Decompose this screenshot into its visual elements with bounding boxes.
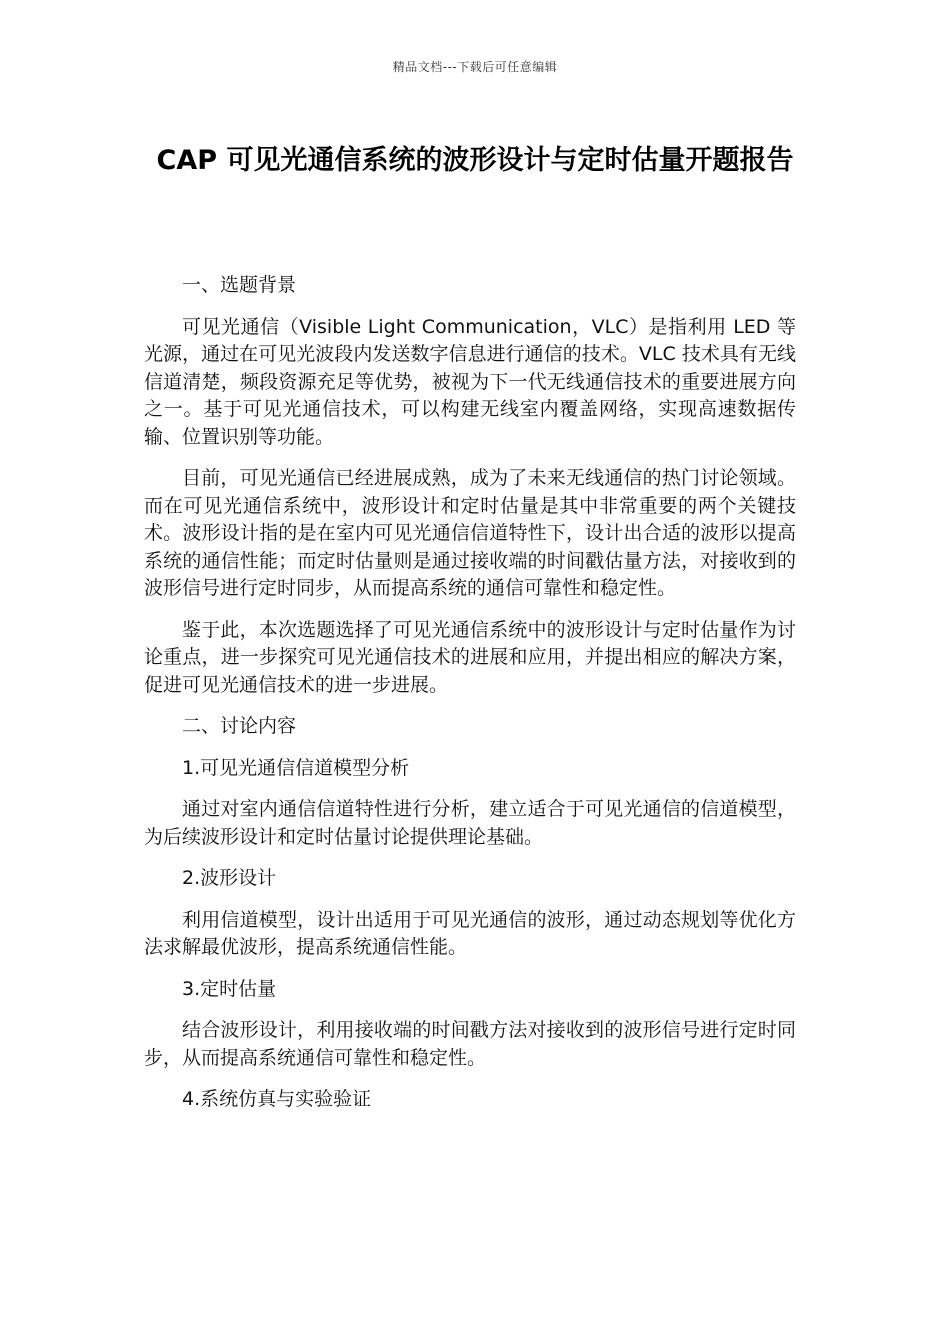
item-heading-simulation: 4.系统仿真与实验验证 bbox=[182, 1088, 372, 1110]
paragraph-vlc-intro: 可见光通信（Visible Light Communication，VLC）是指利用 LED 等光源，通过在可见光波段内发送数字信息进行通信的技术。VLC 技术具有无线信道清楚，频段资源充足等优势，被视为下一代无线通信技术的重要进展方向之一。基于可见光通信技术，可以构建无线室内覆盖网络，实现高速数据传输、位置识别等功能。 bbox=[144, 315, 796, 448]
item-heading-timing-estimation: 3.定时估量 bbox=[182, 977, 277, 1000]
section-heading-content: 二、讨论内容 bbox=[182, 715, 297, 737]
header-note: 精品文档---下载后可任意编辑 bbox=[392, 60, 558, 74]
item-heading-waveform-design: 2.波形设计 bbox=[182, 867, 277, 889]
document-title: CAP 可见光通信系统的波形设计与定时估量开题报告 bbox=[156, 145, 794, 176]
paragraph-vlc-status: 目前，可见光通信已经进展成熟，成为了未来无线通信的热门讨论领域。而在可见光通信系统中，波形设计和定时估量是其中非常重要的两个关键技术。波形设计指的是在室内可见光通信信道特性下，设计出合适的波形以提高系统的通信性能；而定时估量则是通过接收端的时间戳估量方法，对接收到的波形信号进行定时同步，从而提高系统的通信可靠性和稳定性。 bbox=[144, 467, 796, 599]
item-heading-channel-model: 1.可见光通信信道模型分析 bbox=[182, 756, 410, 779]
item-text-waveform-design: 利用信道模型，设计出适用于可见光通信的波形，通过动态规划等优化方法求解最优波形，提高系统通信性能。 bbox=[144, 908, 796, 958]
section-heading-background: 一、选题背景 bbox=[182, 274, 297, 296]
document-body bbox=[144, 272, 796, 1128]
paragraph-topic-choice: 鉴于此，本次选题选择了可见光通信系统中的波形设计与定时估量作为讨论重点，进一步探究可见光通信技术的进展和应用，并提出相应的解决方案，促进可见光通信技术的进一步进展。 bbox=[144, 618, 796, 696]
item-text-channel-model: 通过对室内通信信道特性进行分析，建立适合于可见光通信的信道模型，为后续波形设计和定时估量讨论提供理论基础。 bbox=[144, 798, 796, 848]
item-text-timing-estimation: 结合波形设计，利用接收端的时间戳方法对接收到的波形信号进行定时同步，从而提高系统通信可靠性和稳定性。 bbox=[144, 1019, 796, 1069]
